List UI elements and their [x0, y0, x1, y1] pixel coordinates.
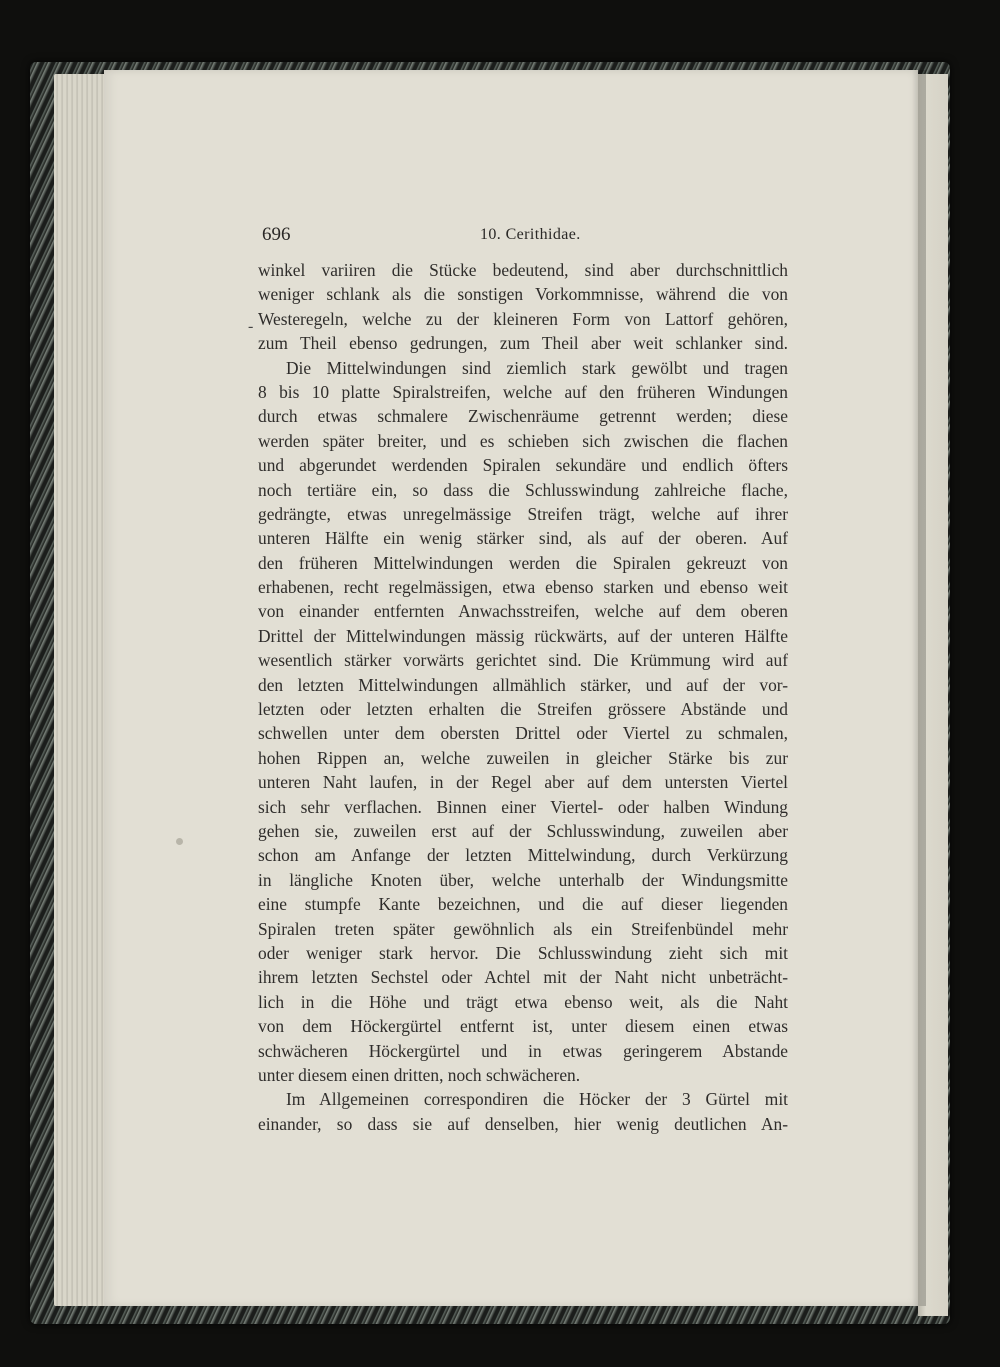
- text-line: unteren Naht laufen, in der Regel aber auf dem untersten Viertel: [258, 772, 788, 793]
- text-line: einander, so dass sie auf denselben, hier wenig deutlichen An-: [258, 1113, 788, 1134]
- text-line: den letzten Mittelwindungen allmählich stärker, und auf der vor-: [258, 674, 788, 695]
- text-line: hohen Rippen an, welche zuweilen in gleicher Stärke bis zur: [258, 747, 788, 768]
- text-line: Westeregeln, welche zu der kleineren Form von Lattorf gehören,: [258, 308, 788, 329]
- margin-mark: -: [248, 318, 254, 335]
- text-line: werden später breiter, und es schieben sich zwischen die flachen: [258, 430, 788, 451]
- text-line: weniger schlank als die sonstigen Vorkommnisse, während die von: [258, 284, 788, 305]
- text-line: letzten oder letzten erhalten die Streifen grössere Abstände und: [258, 699, 788, 720]
- text-line: wesentlich stärker vorwärts gerichtet sind. Die Krümmung wird auf: [258, 650, 788, 671]
- text-line: winkel variiren die Stücke bedeutend, sind aber durchschnittlich: [258, 260, 788, 280]
- page-header: [262, 224, 782, 248]
- text-line: zum Theil ebenso gedrungen, zum Theil aber weit schlanker sind.: [258, 333, 788, 354]
- gutter-shadow: [912, 70, 926, 1306]
- text-line: erhabenen, recht regelmässigen, etwa ebenso starken und ebenso weit: [258, 577, 788, 598]
- text-line: durch etwas schmalere Zwischenräume getrennt werden; diese: [258, 406, 788, 427]
- text-line: Drittel der Mittelwindungen mässig rückwärts, auf der unteren Hälfte: [258, 625, 788, 646]
- text-line: in längliche Knoten über, welche unterhalb der Windungsmitte: [258, 869, 788, 890]
- text-line: sich sehr verflachen. Binnen einer Viertel- oder halben Windung: [258, 796, 788, 817]
- text-line: unteren Hälfte ein wenig stärker sind, als auf der oberen. Auf: [258, 528, 788, 549]
- text-line: Die Mittelwindungen sind ziemlich stark gewölbt und tragen: [286, 357, 788, 378]
- text-line: unter diesem einen dritten, noch schwächeren.: [258, 1064, 581, 1085]
- page-number: 696: [262, 224, 291, 245]
- paper-speck: [176, 838, 183, 845]
- body-text: [258, 258, 788, 1136]
- text-line: schwächeren Höckergürtel und in etwas geringerem Abstande: [258, 1040, 788, 1061]
- text-line: 8 bis 10 platte Spiralstreifen, welche auf den früheren Windungen: [258, 381, 788, 402]
- text-line: den früheren Mittelwindungen werden die Spiralen gekreuzt von: [258, 552, 788, 573]
- text-line: oder weniger stark hervor. Die Schlusswindung zieht sich mit: [258, 942, 788, 963]
- text-line: noch tertiäre ein, so dass die Schlusswindung zahlreiche flache,: [258, 479, 788, 500]
- text-line: schwellen unter dem obersten Drittel oder Viertel zu schmalen,: [258, 723, 788, 744]
- text-line: Im Allgemeinen correspondiren die Höcker der 3 Gürtel mit: [286, 1089, 788, 1110]
- text-line: ihrem letzten Sechstel oder Achtel mit der Naht nicht unbeträcht-: [258, 967, 788, 988]
- running-head: 10. Cerithidae.: [480, 226, 581, 243]
- text-line: Spiralen treten später gewöhnlich als ein Streifenbündel mehr: [258, 918, 788, 939]
- text-line: von einander entfernten Anwachsstreifen, welche auf dem oberen: [258, 601, 788, 622]
- text-line: und abgerundet werdenden Spiralen sekundäre und endlich öfters: [258, 455, 788, 476]
- text-line: schon am Anfange der letzten Mittelwindung, durch Verkürzung: [258, 845, 788, 866]
- text-line: lich in die Höhe und trägt etwa ebenso weit, als die Naht: [258, 991, 788, 1012]
- text-line: von dem Höckergürtel entfernt ist, unter diesem einen etwas: [258, 1016, 788, 1037]
- text-line: gedrängte, etwas unregelmässige Streifen trägt, welche auf ihrer: [258, 503, 788, 524]
- text-line: gehen sie, zuweilen erst auf der Schlusswindung, zuweilen aber: [258, 820, 788, 841]
- text-line: eine stumpfe Kante bezeichnen, und die auf dieser liegenden: [258, 894, 788, 915]
